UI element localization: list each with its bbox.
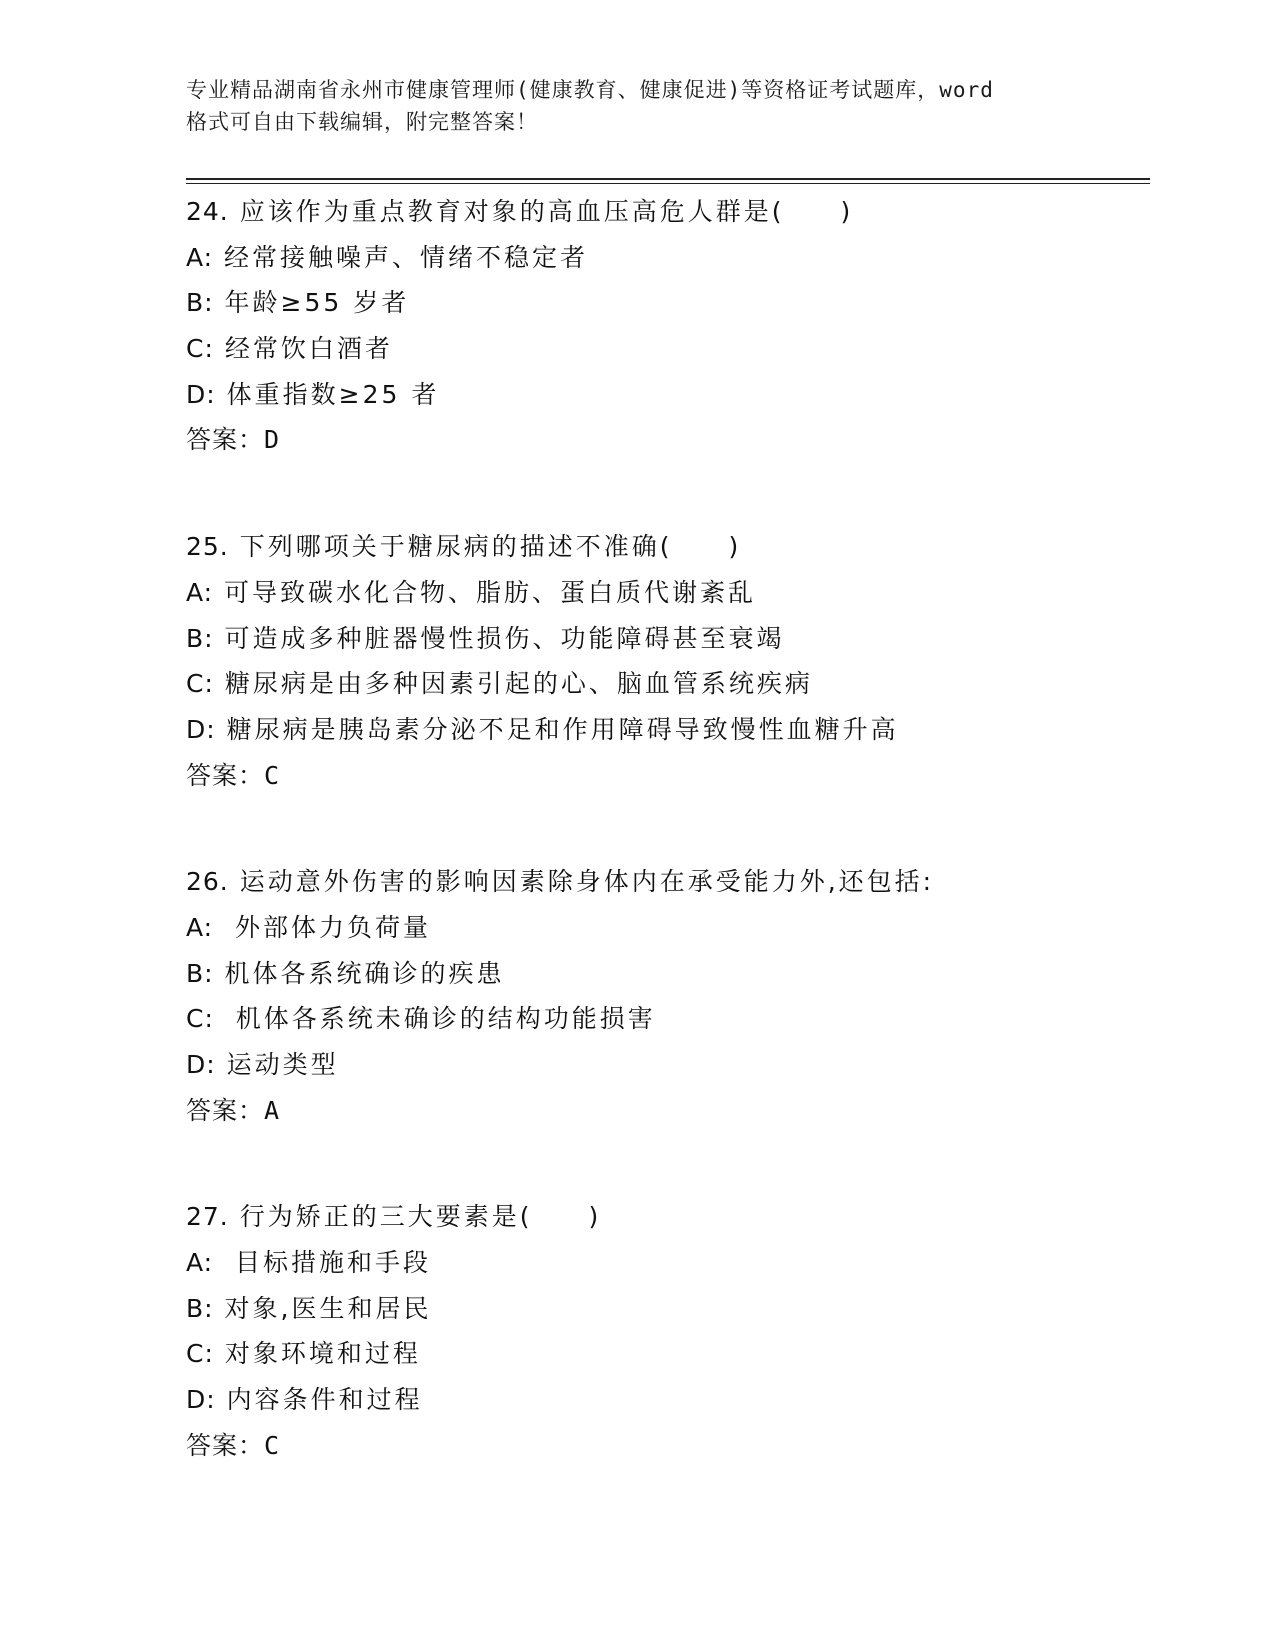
question-number: 26. (186, 867, 229, 897)
option-text: 经常饮白酒者 (224, 334, 393, 364)
answer-label: 答案： (186, 760, 265, 790)
answer-value: C (264, 1430, 281, 1460)
option-text: 对象环境和过程 (224, 1339, 421, 1369)
answer (186, 417, 1150, 463)
answer-label: 答案： (186, 1095, 265, 1125)
option-letter: A: (186, 577, 214, 607)
option-letter: D: (186, 714, 216, 744)
question-list (186, 189, 1150, 1530)
option-letter: B: (186, 288, 214, 318)
option-letter: C: (186, 1004, 214, 1034)
answer (186, 1088, 1150, 1134)
option-letter: A: (186, 912, 214, 942)
option-letter: C: (186, 1339, 214, 1369)
question-stem (186, 189, 1150, 235)
option-letter: D: (186, 1050, 216, 1079)
option-letter: B: (186, 958, 214, 988)
option-text: 内容条件和过程 (226, 1385, 423, 1415)
option-text: 机体各系统确诊的疾患 (224, 958, 505, 988)
option-b (186, 616, 1150, 662)
option-a (186, 1240, 1150, 1286)
option-text: 体重指数≥25 者 (226, 379, 440, 409)
option-letter: C: (186, 669, 214, 699)
option-letter: A: (186, 242, 214, 272)
option-text: 对象,医生和居民 (224, 1293, 432, 1323)
option-text: 糖尿病是由多种因素引起的心、脑血管系统疾病 (224, 669, 813, 699)
question-24 (186, 189, 1150, 463)
question-stem (186, 1194, 1150, 1240)
option-text: 运动类型 (226, 1050, 339, 1079)
header-rule-thin (186, 183, 1150, 184)
question-stem (186, 859, 1150, 905)
question-stem (186, 524, 1150, 570)
option-text: 年龄≥55 岁者 (224, 288, 410, 318)
option-d (186, 1377, 1150, 1423)
header-rule-thick (186, 178, 1150, 180)
answer-label: 答案： (186, 1430, 265, 1460)
option-letter: B: (186, 1293, 214, 1323)
option-d (186, 1042, 1150, 1088)
question-number: 24. (186, 197, 229, 226)
answer (186, 753, 1150, 799)
answer-value: A (264, 1095, 281, 1125)
option-letter: B: (186, 623, 214, 653)
option-a (186, 905, 1150, 951)
header-line-1: 专业精品湖南省永州市健康管理师(健康教育、健康促进)等资格证考试题库，word (186, 78, 994, 102)
option-a (186, 570, 1150, 616)
option-letter: A: (186, 1248, 214, 1278)
question-text: 行为矫正的三大要素是( ) (239, 1202, 602, 1232)
question-number: 27. (186, 1202, 229, 1232)
question-text: 下列哪项关于糖尿病的描述不准确( ) (239, 532, 742, 562)
question-text: 应该作为重点教育对象的高血压高危人群是( ) (239, 197, 854, 226)
answer-value: C (264, 760, 281, 790)
answer-value: D (264, 425, 281, 455)
option-text: 糖尿病是胰岛素分泌不足和作用障碍导致慢性血糖升高 (226, 714, 899, 744)
option-c (186, 661, 1150, 707)
option-b (186, 1286, 1150, 1332)
option-c (186, 996, 1150, 1042)
option-d (186, 372, 1150, 418)
answer (186, 1423, 1150, 1469)
question-25 (186, 524, 1150, 798)
question-26 (186, 859, 1150, 1133)
option-d (186, 707, 1150, 753)
option-text: 机体各系统未确诊的结构功能损害 (224, 1004, 656, 1034)
option-c (186, 326, 1150, 372)
question-number: 25. (186, 532, 229, 562)
option-c (186, 1331, 1150, 1377)
option-b (186, 280, 1150, 326)
header-line-2: 格式可自由下载编辑，附完整答案！ (186, 110, 538, 134)
option-letter: D: (186, 379, 216, 409)
option-letter: C: (186, 334, 214, 364)
option-text: 外部体力负荷量 (224, 912, 431, 942)
option-letter: D: (186, 1385, 216, 1415)
option-text: 可导致碳水化合物、脂肪、蛋白质代谢紊乱 (224, 577, 757, 607)
question-27 (186, 1194, 1150, 1468)
option-text: 可造成多种脏器慢性损伤、功能障碍甚至衰竭 (224, 623, 785, 653)
option-a (186, 235, 1150, 281)
option-text: 目标措施和手段 (224, 1248, 431, 1278)
question-text: 运动意外伤害的影响因素除身体内在承受能力外,还包括: (239, 867, 935, 897)
option-b (186, 951, 1150, 997)
answer-label: 答案： (186, 425, 265, 455)
option-text: 经常接触噪声、情绪不稳定者 (224, 242, 589, 272)
document-header (186, 74, 1086, 138)
